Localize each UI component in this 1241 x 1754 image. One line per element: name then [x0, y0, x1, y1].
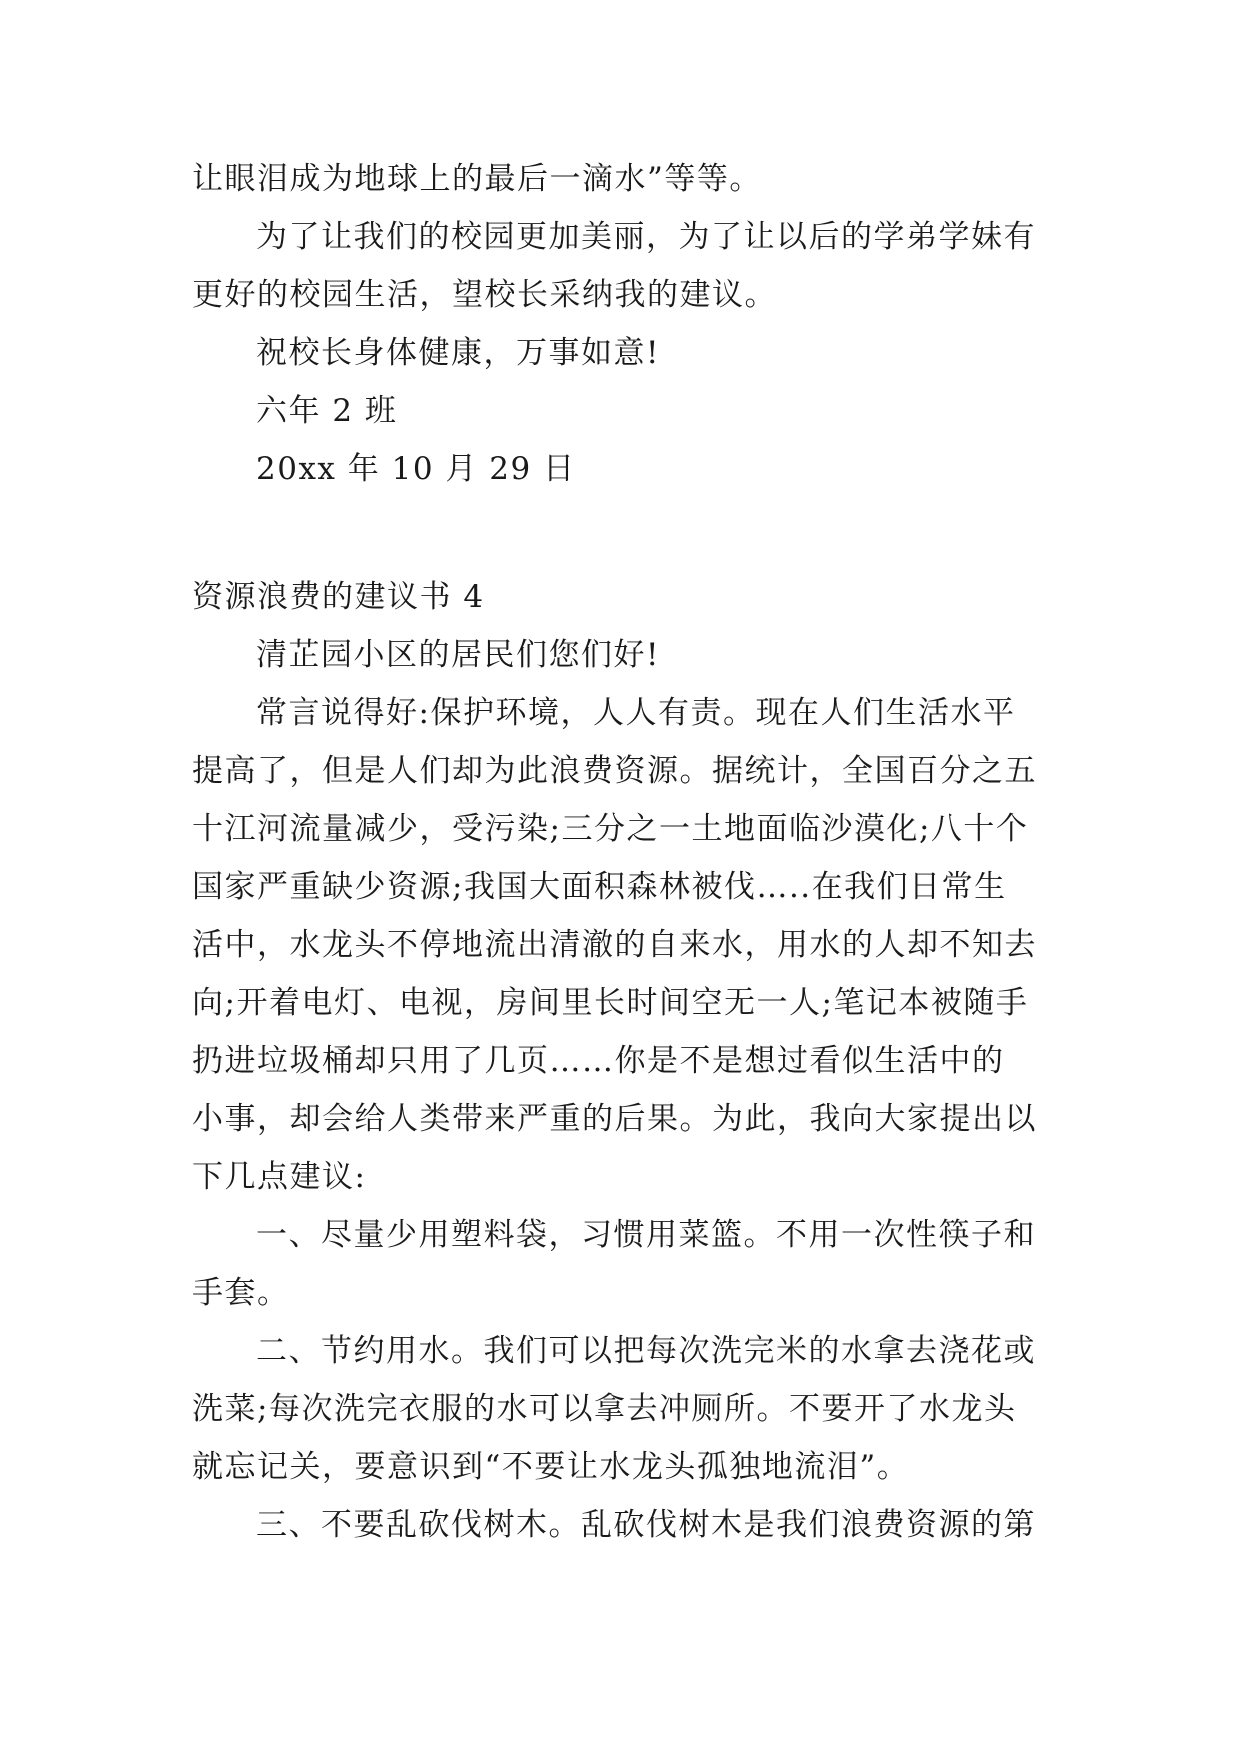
section-spacer: [192, 498, 1052, 568]
text-line: 提高了，但是人们却为此浪费资源。据统计，全国百分之五: [192, 753, 1037, 789]
signature-date: 20xx 年 10 月 29 日: [256, 451, 576, 487]
text-line: 国家严重缺少资源;我国大面积森林被伐…..在我们日常生: [192, 869, 1007, 905]
text-line: 手套。: [192, 1275, 290, 1311]
text-line: 更好的校园生活，望校长采纳我的建议。: [192, 277, 777, 313]
suggestion-one: 一、尽量少用塑料袋，习惯用菜篮。不用一次性筷子和: [256, 1217, 1036, 1253]
text-line: 就忘记关，要意识到“不要让水龙头孤独地流泪”。: [192, 1449, 910, 1485]
paragraph-line: 为了让我们的校园更加美丽，为了让以后的学弟学妹有: [256, 219, 1036, 255]
document-body: [192, 150, 1052, 1554]
salutation: 清芷园小区的居民们您们好!: [256, 637, 660, 673]
text-line: 向;开着电灯、电视，房间里长时间空无一人;笔记本被随手: [192, 985, 1029, 1021]
text-line: 下几点建议:: [192, 1159, 367, 1195]
section-title: 资源浪费的建议书 4: [192, 579, 485, 615]
text-line: 让眼泪成为地球上的最后一滴水”等等。: [192, 161, 762, 197]
paragraph-line: 常言说得好:保护环境，人人有责。现在人们生活水平: [256, 695, 1016, 731]
text-line: 十江河流量减少，受污染;三分之一土地面临沙漠化;八十个: [192, 811, 1029, 847]
text-line: 洗菜;每次洗完衣服的水可以拿去冲厕所。不要开了水龙头: [192, 1391, 1017, 1427]
closing-wish: 祝校长身体健康，万事如意!: [256, 335, 660, 371]
suggestion-two: 二、节约用水。我们可以把每次洗完米的水拿去浇花或: [256, 1333, 1036, 1369]
text-line: 扔进垃圾桶却只用了几页……你是不是想过看似生活中的: [192, 1043, 1005, 1079]
text-line: 小事，却会给人类带来严重的后果。为此，我向大家提出以: [192, 1101, 1037, 1137]
suggestion-three: 三、不要乱砍伐树木。乱砍伐树木是我们浪费资源的第: [256, 1507, 1036, 1543]
signature-class: 六年 2 班: [256, 393, 398, 429]
text-line: 活中，水龙头不停地流出清澈的自来水，用水的人却不知去: [192, 927, 1037, 963]
